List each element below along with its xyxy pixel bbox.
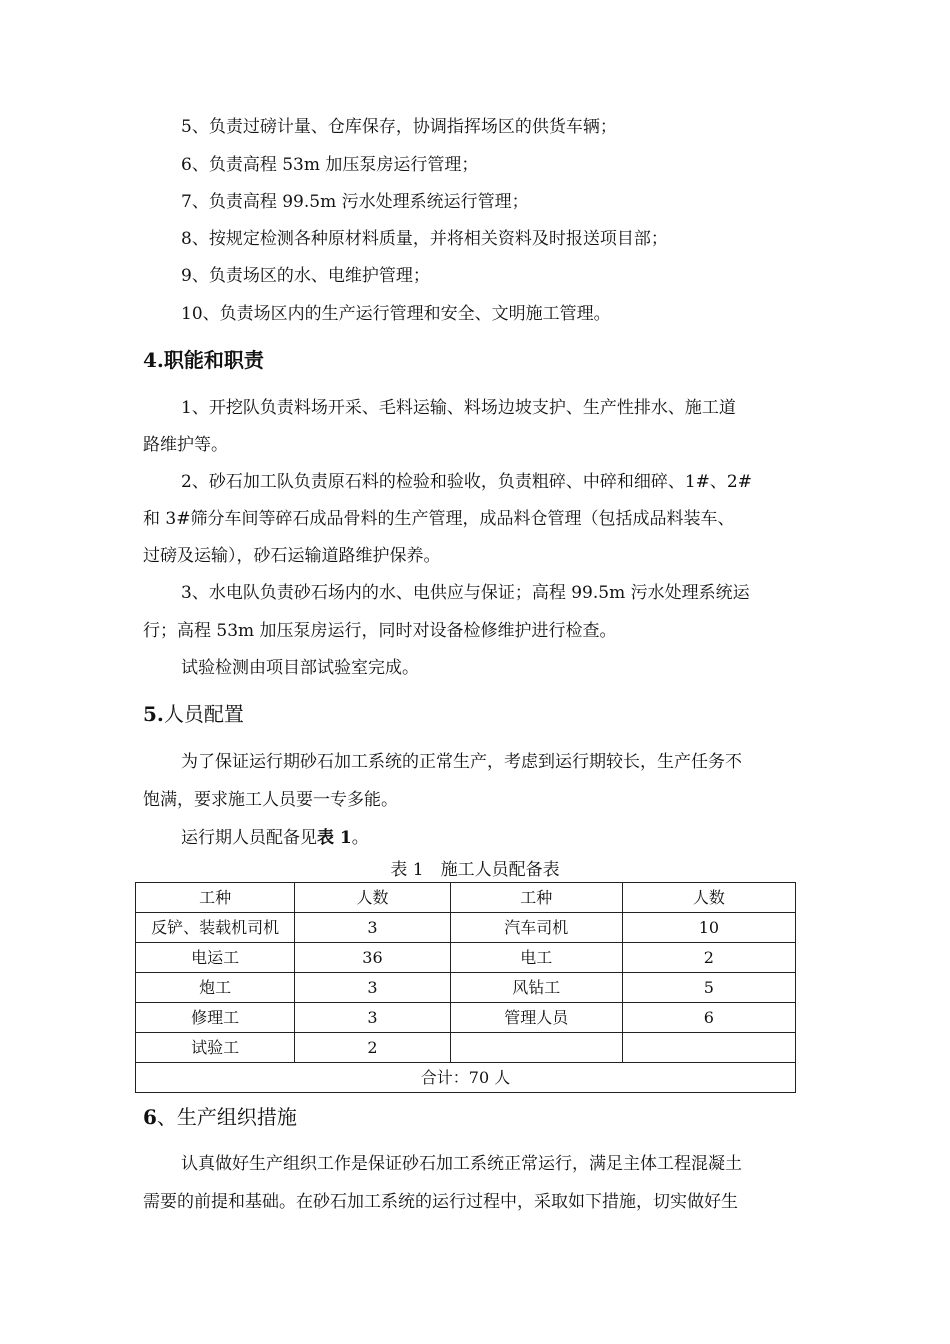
section-title: 人员配置 [163, 702, 244, 726]
table-cell: 5 [622, 973, 795, 1003]
table-cell [622, 1033, 795, 1063]
section-number: 6 [143, 1105, 157, 1129]
table-cell: 管理人员 [450, 1003, 622, 1033]
table-row [136, 913, 796, 943]
paragraph-line: 为了保证运行期砂石加工系统的正常生产，考虑到运行期较长，生产任务不 [181, 752, 742, 772]
list-item: 5、负责过磅计量、仓库保存，协调指挥场区的供货车辆； [181, 117, 617, 137]
section-title: 、生产组织措施 [156, 1105, 297, 1129]
table-header-cell: 人数 [622, 883, 795, 913]
table-cell: 2 [622, 943, 795, 973]
table-row [136, 1033, 796, 1063]
table-cell: 风钻工 [450, 973, 622, 1003]
table-cell: 36 [295, 943, 450, 973]
text-run: 运行期人员配备见 [181, 828, 317, 848]
table-row [136, 973, 796, 1003]
paragraph-line: 行；高程 53m 加压泵房运行，同时对设备检修维护进行检查。 [143, 621, 617, 641]
table-header-cell: 工种 [450, 883, 622, 913]
table-total-cell: 合计：70 人 [136, 1063, 796, 1093]
table-cell: 3 [295, 973, 450, 1003]
table-cell: 电运工 [136, 943, 295, 973]
paragraph-line: 饱满，要求施工人员要一专多能。 [143, 790, 398, 810]
table-header-cell: 工种 [136, 883, 295, 913]
section-heading: 4.职能和职责 [143, 348, 264, 372]
table-cell: 修理工 [136, 1003, 295, 1033]
paragraph-line: 1、开挖队负责料场开采、毛料运输、料场边坡支护、生产性排水、施工道 [181, 398, 736, 418]
staffing-table [135, 882, 796, 1093]
table-cell: 10 [622, 913, 795, 943]
paragraph-line: 和 3#筛分车间等碎石成品骨料的生产管理，成品料仓管理（包括成品料装车、 [143, 509, 735, 529]
paragraph-line: 需要的前提和基础。在砂石加工系统的运行过程中，采取如下措施，切实做好生 [143, 1192, 738, 1212]
table-row [136, 1003, 796, 1033]
list-item: 9、负责场区的水、电维护管理； [181, 266, 430, 286]
table-cell: 反铲、装载机司机 [136, 913, 295, 943]
section-heading [143, 702, 244, 726]
table-header-cell: 人数 [295, 883, 450, 913]
table-cell: 炮工 [136, 973, 295, 1003]
table-header-row [136, 883, 796, 913]
paragraph-line: 路维护等。 [143, 435, 228, 455]
section-number: 5. [143, 702, 164, 726]
table-reference: 表 1 [317, 828, 352, 848]
table-cell: 试验工 [136, 1033, 295, 1063]
table-cell: 电工 [450, 943, 622, 973]
paragraph-line [181, 828, 369, 848]
paragraph-line: 试验检测由项目部试验室完成。 [181, 658, 419, 678]
section-heading [143, 1105, 297, 1129]
paragraph-line: 过磅及运输），砂石运输道路维护保养。 [143, 546, 441, 566]
paragraph-line: 2、砂石加工队负责原石料的检验和验收，负责粗碎、中碎和细碎、1#、2# [181, 472, 752, 492]
table-cell [450, 1033, 622, 1063]
table-cell: 2 [295, 1033, 450, 1063]
table-cell: 3 [295, 1003, 450, 1033]
list-item: 8、按规定检测各种原材料质量，并将相关资料及时报送项目部； [181, 229, 668, 249]
table-cell: 汽车司机 [450, 913, 622, 943]
table-cell: 3 [295, 913, 450, 943]
table-row [136, 943, 796, 973]
list-item: 6、负责高程 53m 加压泵房运行管理； [181, 155, 479, 175]
paragraph-line: 3、水电队负责砂石场内的水、电供应与保证；高程 99.5m 污水处理系统运 [181, 583, 750, 603]
table-total-row [136, 1063, 796, 1093]
paragraph-line: 认真做好生产组织工作是保证砂石加工系统正常运行，满足主体工程混凝土 [181, 1154, 742, 1174]
list-item: 7、负责高程 99.5m 污水处理系统运行管理； [181, 192, 529, 212]
list-item: 10、负责场区内的生产运行管理和安全、文明施工管理。 [181, 304, 611, 324]
text-run: 。 [351, 828, 369, 848]
table-caption: 表 1 施工人员配备表 [390, 860, 560, 880]
table-cell: 6 [622, 1003, 795, 1033]
